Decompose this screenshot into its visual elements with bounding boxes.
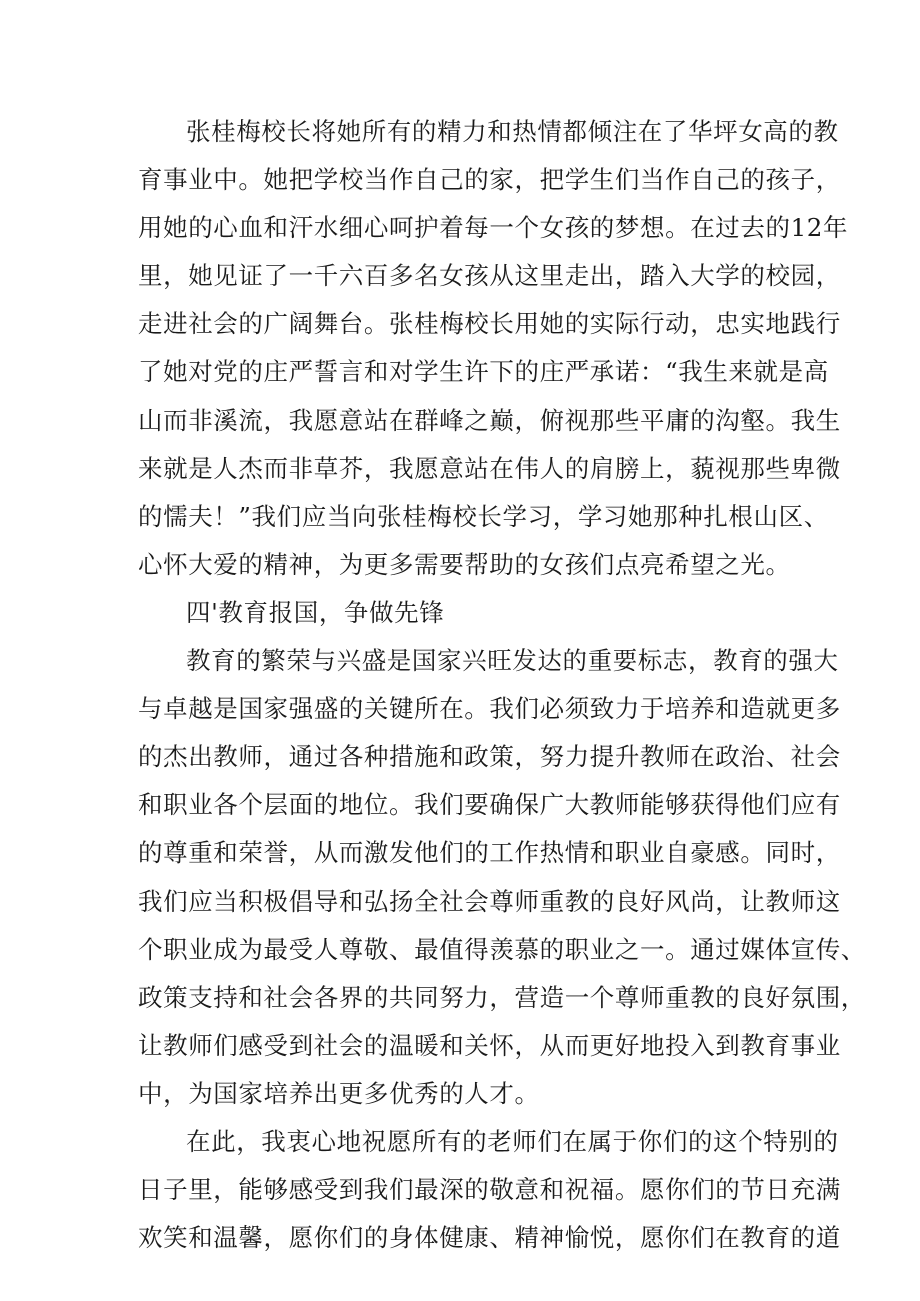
text-line: 山而非溪流，我愿意站在群峰之巅，俯视那些平庸的沟壑。我生 <box>138 405 841 435</box>
text-line: 来就是人杰而非草芥，我愿意站在伟人的肩膀上，藐视那些卑微 <box>138 453 841 483</box>
text-line: 了她对党的庄严誓言和对学生许下的庄严承诺：“我生来就是高 <box>138 357 829 387</box>
text-line: 育事业中。她把学校当作自己的家，把学生们当作自己的孩子， <box>138 165 841 195</box>
text-line: 和职业各个层面的地位。我们要确保广大教师能够获得他们应有 <box>138 790 841 820</box>
text-line: 我们应当积极倡导和弘扬全社会尊师重教的良好风尚，让教师这 <box>138 886 841 916</box>
text-line: 政策支持和社会各界的共同努力，营造一个尊师重教的良好氛围， <box>138 982 866 1012</box>
text-line: 教育的繁荣与兴盛是国家兴旺发达的重要标志，教育的强大 <box>186 646 839 676</box>
text-line: 与卓越是国家强盛的关键所在。我们必须致力于培养和造就更多 <box>138 694 841 724</box>
text-line: 心怀大爱的精神，为更多需要帮助的女孩们点亮希望之光。 <box>138 549 791 579</box>
text-line: 张桂梅校长将她所有的精力和热情都倾注在了华坪女高的教 <box>186 117 839 146</box>
text-line: 个职业成为最受人尊敬、最值得羡慕的职业之一。通过媒体宣传、 <box>138 934 866 964</box>
text-line: 日子里，能够感受到我们最深的敬意和祝福。愿你们的节日充满 <box>138 1175 841 1205</box>
text-line: 的杰出教师，通过各种措施和政策，努力提升教师在政治、社会 <box>138 742 841 772</box>
section-heading: 四'教育报国，争做先锋 <box>186 597 445 627</box>
document-body <box>138 108 866 1262</box>
text-line: 的尊重和荣誉，从而激发他们的工作热情和职业自豪感。同时， <box>138 838 841 868</box>
text-line: 走进社会的广阔舞台。张桂梅校长用她的实际行动，忠实地践行 <box>138 309 841 339</box>
text-line: 在此，我衷心地祝愿所有的老师们在属于你们的这个特别的 <box>186 1126 839 1156</box>
text-line: 中，为国家培养出更多优秀的人才。 <box>138 1078 540 1108</box>
text-line: 里，她见证了一千六百多名女孩从这里走出，踏入大学的校园， <box>138 261 841 291</box>
text-line: 的懦夫！”我们应当向张桂梅校长学习，学习她那种扎根山区、 <box>138 501 829 531</box>
text-line: 让教师们感受到社会的温暖和关怀，从而更好地投入到教育事业 <box>138 1030 841 1060</box>
text-line: 欢笑和温馨，愿你们的身体健康、精神愉悦，愿你们在教育的道 <box>138 1223 841 1253</box>
text-line: 用她的心血和汗水细心呵护着每一个女孩的梦想。在过去的12年 <box>138 213 849 243</box>
